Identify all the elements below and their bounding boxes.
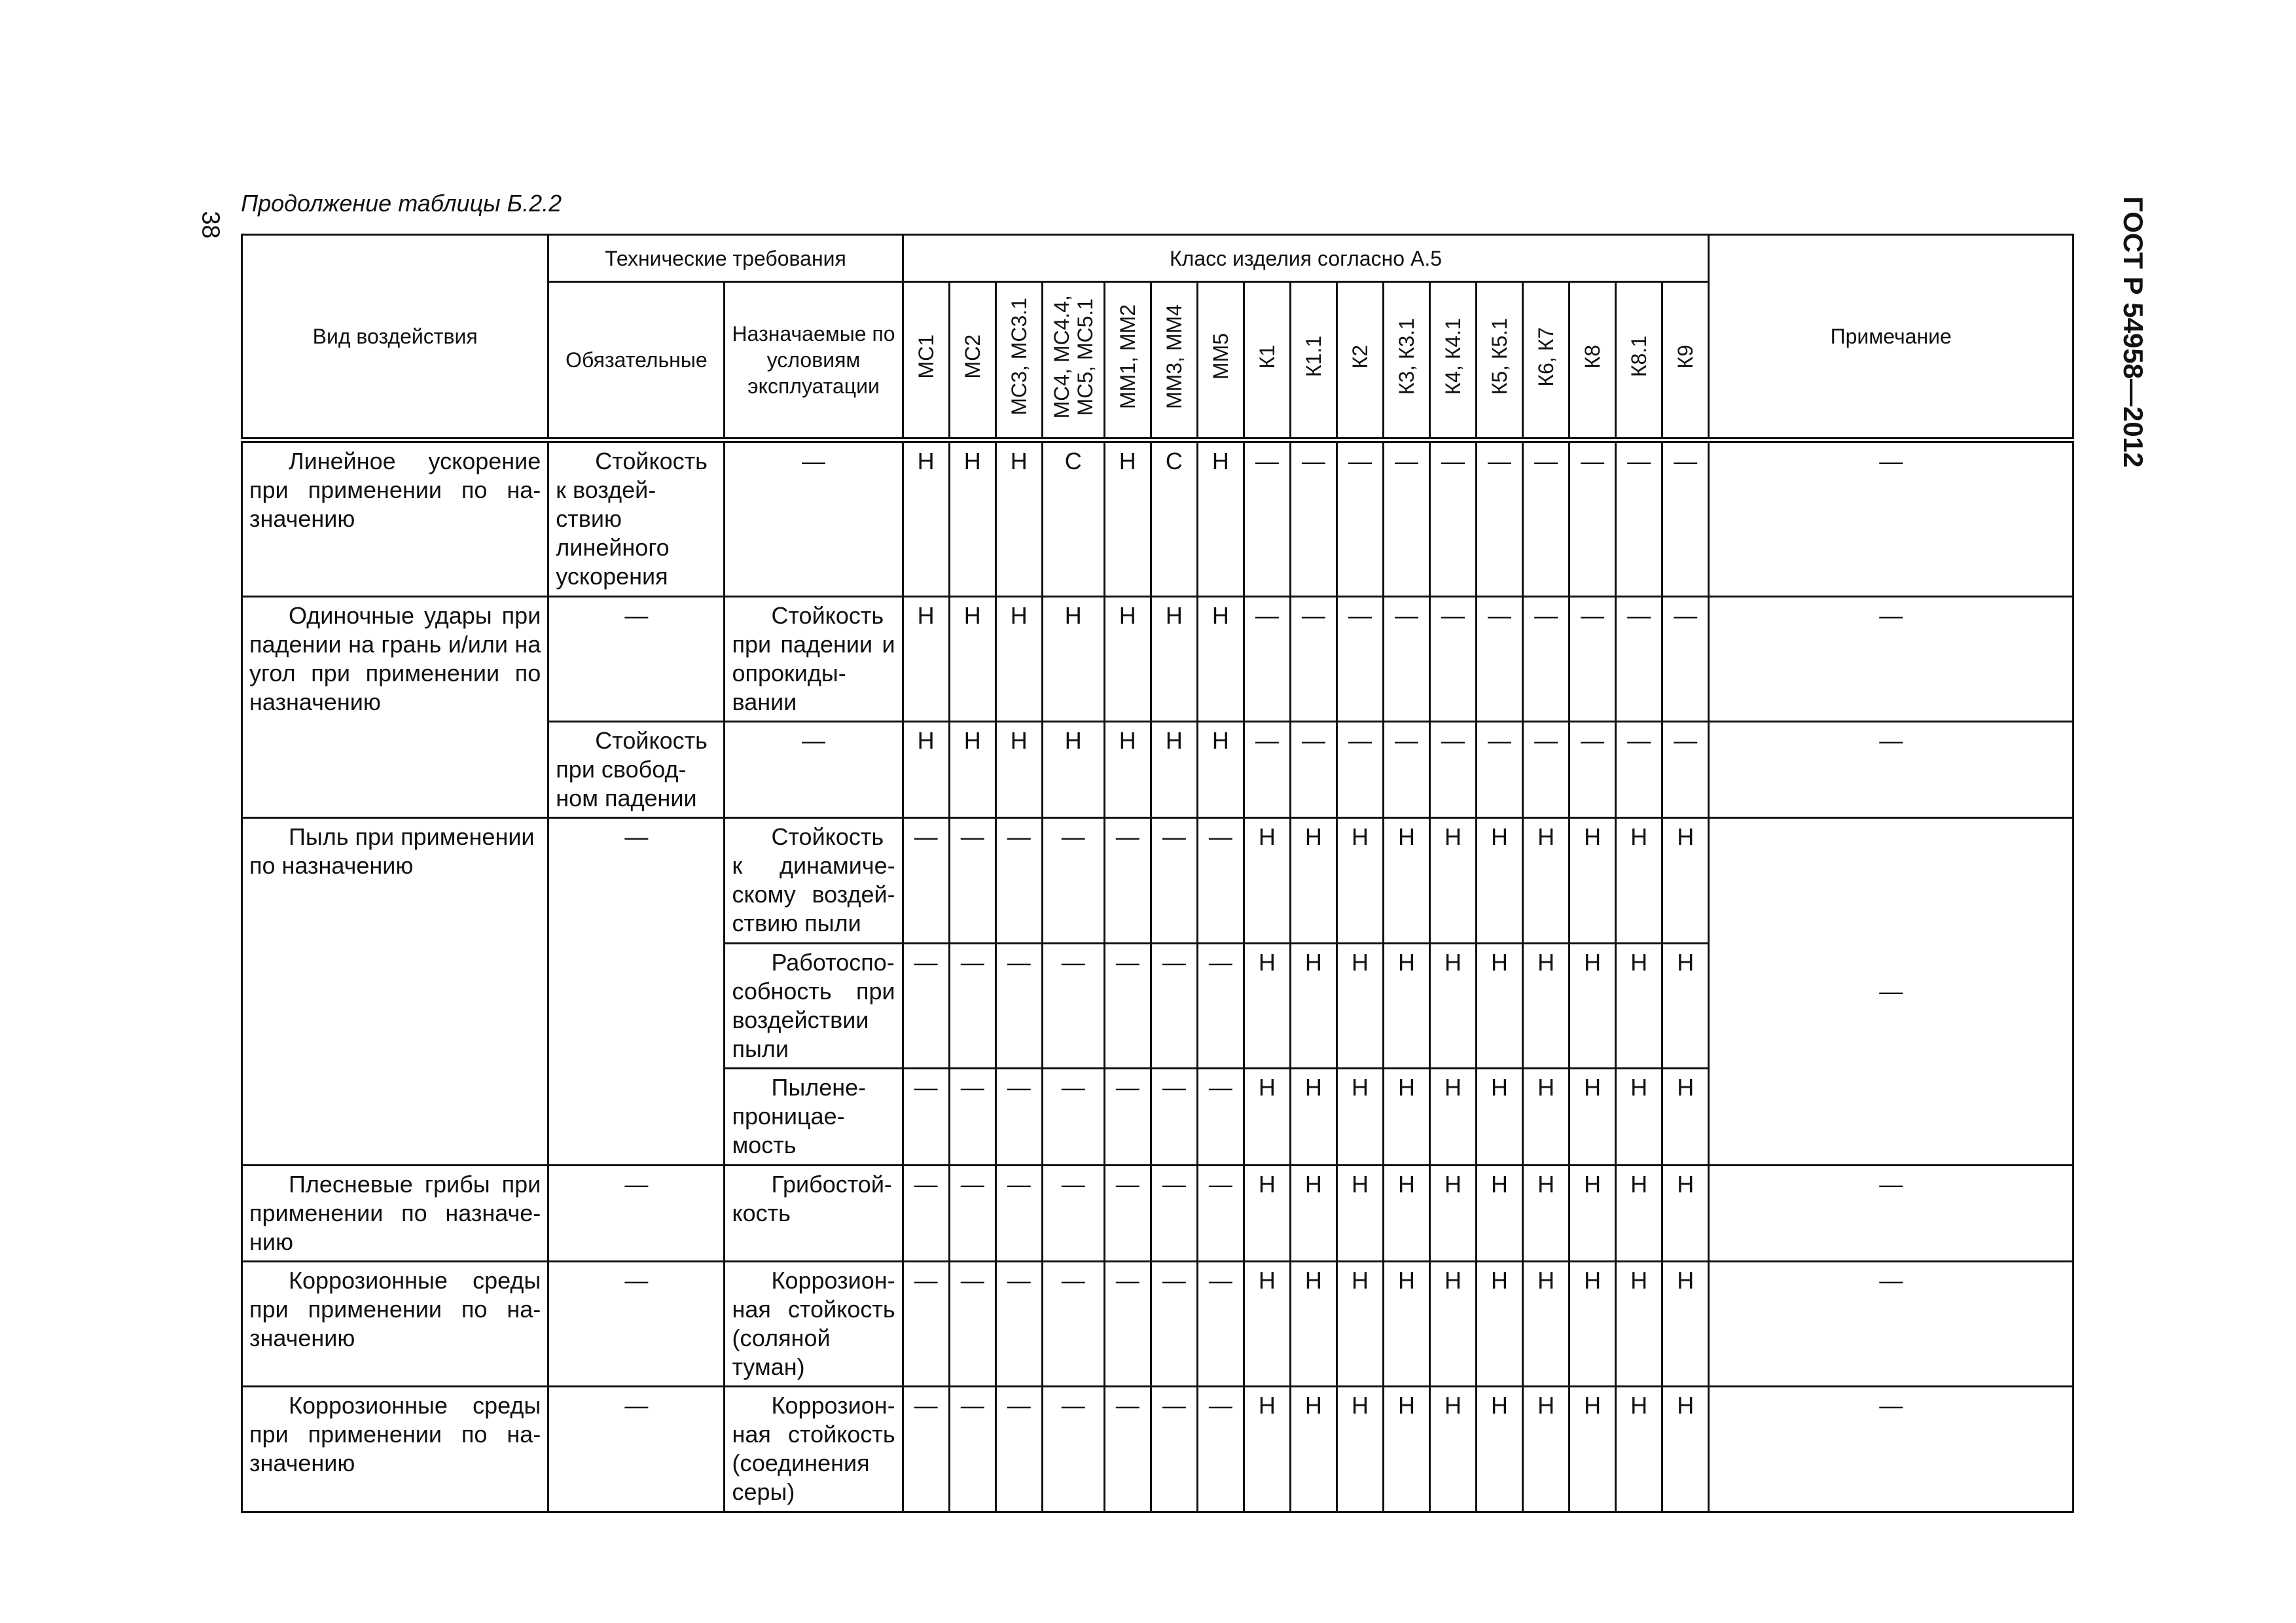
class-value-cell: — bbox=[1290, 596, 1336, 721]
class-value-cell: Н bbox=[1383, 943, 1429, 1068]
class-value-cell: — bbox=[1042, 943, 1104, 1068]
impact-cell: Плесневые грибы при применении по назначе-нию bbox=[242, 1165, 548, 1261]
class-value-cell: Н bbox=[1244, 818, 1290, 943]
note-cell: — bbox=[1709, 1165, 2073, 1261]
requirements-table bbox=[241, 234, 2074, 1513]
header-class bbox=[1151, 282, 1197, 440]
class-value-cell: Н bbox=[1383, 1262, 1429, 1387]
class-value-cell: — bbox=[996, 818, 1042, 943]
class-value-cell: — bbox=[996, 1165, 1042, 1261]
header-class bbox=[1197, 282, 1244, 440]
class-value-cell: С bbox=[1042, 440, 1104, 597]
assigned-cell: Пылене-проницае-мость bbox=[725, 1069, 903, 1165]
header-class bbox=[1290, 282, 1336, 440]
header-tech-requirements: Технические требования bbox=[548, 235, 903, 282]
class-value-cell: — bbox=[1383, 722, 1429, 818]
class-value-cell: — bbox=[1104, 818, 1151, 943]
class-value-cell: Н bbox=[1477, 1165, 1523, 1261]
class-value-cell: Н bbox=[1430, 1069, 1477, 1165]
header-class-label: К3, К3.1 bbox=[1394, 318, 1418, 395]
class-value-cell: — bbox=[1042, 1262, 1104, 1387]
class-value-cell: — bbox=[1104, 1262, 1151, 1387]
header-class-label: МС3, МС3.1 bbox=[1007, 298, 1031, 416]
class-value-cell: Н bbox=[1430, 943, 1477, 1068]
class-value-cell: — bbox=[1430, 722, 1477, 818]
class-value-cell: Н bbox=[1616, 1262, 1662, 1387]
class-value-cell: Н bbox=[949, 722, 996, 818]
header-class-label: К2 bbox=[1348, 344, 1372, 369]
class-value-cell: Н bbox=[1616, 1387, 1662, 1512]
header-class bbox=[1616, 282, 1662, 440]
assigned-cell: Стойкость к динамиче-скому воздей-ствию пыли bbox=[725, 818, 903, 943]
class-value-cell: — bbox=[1104, 1165, 1151, 1261]
class-value-cell: — bbox=[903, 1262, 949, 1387]
class-value-cell: — bbox=[1523, 596, 1570, 721]
header-class bbox=[1042, 282, 1104, 440]
header-class-label: ММ3, ММ4 bbox=[1162, 304, 1186, 409]
impact-cell: Линейное ускорение при применении по на-значению bbox=[242, 440, 548, 597]
class-value-cell: — bbox=[1523, 722, 1570, 818]
class-value-cell: — bbox=[1662, 596, 1709, 721]
class-value-cell: — bbox=[1151, 818, 1197, 943]
class-value-cell: Н bbox=[1662, 818, 1709, 943]
header-mandatory: Обязательные bbox=[548, 282, 725, 440]
class-value-cell: — bbox=[1290, 722, 1336, 818]
class-value-cell: — bbox=[1336, 596, 1383, 721]
table-row bbox=[242, 1387, 2073, 1512]
class-value-cell: — bbox=[1336, 722, 1383, 818]
class-value-cell: Н bbox=[1523, 1069, 1570, 1165]
class-value-cell: — bbox=[1570, 722, 1616, 818]
class-value-cell: Н bbox=[1244, 943, 1290, 1068]
class-value-cell: — bbox=[1383, 596, 1429, 721]
header-class bbox=[1523, 282, 1570, 440]
class-value-cell: Н bbox=[1477, 1387, 1523, 1512]
header-note: Примечание bbox=[1709, 235, 2073, 440]
class-value-cell: — bbox=[903, 943, 949, 1068]
class-value-cell: — bbox=[949, 943, 996, 1068]
class-value-cell: — bbox=[1477, 440, 1523, 597]
class-value-cell: Н bbox=[903, 596, 949, 721]
header-impact: Вид воздействия bbox=[242, 235, 548, 440]
class-value-cell: Н bbox=[1244, 1262, 1290, 1387]
class-value-cell: Н bbox=[1383, 1069, 1429, 1165]
class-value-cell: — bbox=[1151, 1069, 1197, 1165]
class-value-cell: — bbox=[1290, 440, 1336, 597]
table-row bbox=[242, 1165, 2073, 1261]
impact-cell: Коррозионные среды при применении по на-значению bbox=[242, 1262, 548, 1387]
class-value-cell: — bbox=[1151, 1262, 1197, 1387]
note-cell: — bbox=[1709, 440, 2073, 597]
class-value-cell: — bbox=[1197, 1165, 1244, 1261]
class-value-cell: Н bbox=[1662, 1165, 1709, 1261]
class-value-cell: — bbox=[1151, 943, 1197, 1068]
class-value-cell: Н bbox=[1244, 1387, 1290, 1512]
class-value-cell: Н bbox=[903, 440, 949, 597]
note-cell: — bbox=[1709, 596, 2073, 721]
header-class-label: ММ5 bbox=[1208, 333, 1232, 380]
impact-cell: Коррозионные среды при применении по на-значению bbox=[242, 1387, 548, 1512]
class-value-cell: Н bbox=[1336, 1387, 1383, 1512]
assigned-cell: — bbox=[725, 722, 903, 818]
class-value-cell: Н bbox=[1430, 1387, 1477, 1512]
class-value-cell: — bbox=[949, 1262, 996, 1387]
class-value-cell: — bbox=[1042, 1069, 1104, 1165]
header-class bbox=[1662, 282, 1709, 440]
class-value-cell: Н bbox=[1523, 1387, 1570, 1512]
class-value-cell: — bbox=[949, 1069, 996, 1165]
class-value-cell: Н bbox=[1383, 1387, 1429, 1512]
table-row bbox=[242, 1262, 2073, 1387]
header-class-label: К5, К5.1 bbox=[1488, 318, 1512, 395]
class-value-cell: Н bbox=[1244, 1069, 1290, 1165]
class-value-cell: Н bbox=[1570, 1069, 1616, 1165]
class-value-cell: — bbox=[949, 1165, 996, 1261]
class-value-cell: Н bbox=[1616, 818, 1662, 943]
class-value-cell: — bbox=[1662, 722, 1709, 818]
class-value-cell: Н bbox=[996, 596, 1042, 721]
class-value-cell: Н bbox=[1477, 1262, 1523, 1387]
class-value-cell: Н bbox=[949, 440, 996, 597]
class-value-cell: Н bbox=[1151, 596, 1197, 721]
class-value-cell: — bbox=[1430, 440, 1477, 597]
class-value-cell: — bbox=[903, 818, 949, 943]
class-value-cell: — bbox=[1104, 943, 1151, 1068]
class-value-cell: Н bbox=[1616, 943, 1662, 1068]
class-value-cell: Н bbox=[1336, 943, 1383, 1068]
mandatory-cell: — bbox=[548, 1165, 725, 1261]
table-row bbox=[242, 596, 2073, 721]
class-value-cell: — bbox=[1244, 596, 1290, 721]
header-product-class: Класс изделия согласно А.5 bbox=[903, 235, 1709, 282]
note-cell: — bbox=[1709, 1387, 2073, 1512]
header-class-label: К4, К4.1 bbox=[1441, 318, 1465, 395]
class-value-cell: Н bbox=[1290, 1262, 1336, 1387]
class-value-cell: Н bbox=[949, 596, 996, 721]
header-class bbox=[1383, 282, 1429, 440]
class-value-cell: Н bbox=[1383, 1165, 1429, 1261]
class-value-cell: — bbox=[1383, 440, 1429, 597]
header-class bbox=[903, 282, 949, 440]
note-cell: — bbox=[1709, 722, 2073, 818]
class-value-cell: Н bbox=[1523, 818, 1570, 943]
header-class-label: К9 bbox=[1674, 344, 1698, 369]
header-class-label: МС1 bbox=[914, 334, 938, 379]
class-value-cell: Н bbox=[1523, 943, 1570, 1068]
document-id: ГОСТ Р 54958—2012 bbox=[2118, 196, 2149, 468]
class-value-cell: Н bbox=[1336, 1069, 1383, 1165]
class-value-cell: — bbox=[1151, 1387, 1197, 1512]
class-value-cell: — bbox=[903, 1069, 949, 1165]
class-value-cell: Н bbox=[1151, 722, 1197, 818]
class-value-cell: — bbox=[949, 1387, 996, 1512]
class-value-cell: Н bbox=[1244, 1165, 1290, 1261]
class-value-cell: Н bbox=[1570, 1387, 1616, 1512]
header-class bbox=[1244, 282, 1290, 440]
class-value-cell: — bbox=[996, 1387, 1042, 1512]
page-number: 38 bbox=[196, 211, 224, 239]
class-value-cell: Н bbox=[1290, 1069, 1336, 1165]
assigned-cell: — bbox=[725, 440, 903, 597]
class-value-cell: — bbox=[1197, 1387, 1244, 1512]
class-value-cell: Н bbox=[1430, 818, 1477, 943]
class-value-cell: — bbox=[1570, 440, 1616, 597]
class-value-cell: — bbox=[1570, 596, 1616, 721]
assigned-cell: Стойкость при падении и опрокиды-вании bbox=[725, 596, 903, 721]
class-value-cell: — bbox=[903, 1165, 949, 1261]
class-value-cell: Н bbox=[1383, 818, 1429, 943]
class-value-cell: — bbox=[1042, 1387, 1104, 1512]
header-class bbox=[1336, 282, 1383, 440]
class-value-cell: Н bbox=[1477, 1069, 1523, 1165]
class-value-cell: — bbox=[1042, 818, 1104, 943]
assigned-cell: Коррозион-ная стойкость (соляной туман) bbox=[725, 1262, 903, 1387]
class-value-cell: — bbox=[1104, 1069, 1151, 1165]
class-value-cell: Н bbox=[1430, 1262, 1477, 1387]
class-value-cell: — bbox=[1616, 722, 1662, 818]
header-class-label: К1 bbox=[1255, 344, 1279, 369]
table-caption: Продолжение таблицы Б.2.2 bbox=[241, 190, 562, 217]
table-row bbox=[242, 818, 2073, 943]
class-value-cell: — bbox=[1616, 440, 1662, 597]
class-value-cell: Н bbox=[1662, 1387, 1709, 1512]
header-class bbox=[1570, 282, 1616, 440]
class-value-cell: Н bbox=[996, 440, 1042, 597]
assigned-cell: Грибостой-кость bbox=[725, 1165, 903, 1261]
class-value-cell: — bbox=[1104, 1387, 1151, 1512]
header-class-label: ММ1, ММ2 bbox=[1115, 304, 1139, 409]
class-value-cell: — bbox=[1616, 596, 1662, 721]
note-cell: — bbox=[1709, 1262, 2073, 1387]
header-assigned: Назначаемые по условиям эксплуатации bbox=[725, 282, 903, 440]
class-value-cell: Н bbox=[1042, 596, 1104, 721]
mandatory-cell: — bbox=[548, 1262, 725, 1387]
impact-cell: Пыль при применении по назначению bbox=[242, 818, 548, 1165]
class-value-cell: Н bbox=[1197, 722, 1244, 818]
class-value-cell: Н bbox=[1197, 596, 1244, 721]
class-value-cell: Н bbox=[1290, 818, 1336, 943]
class-value-cell: — bbox=[1662, 440, 1709, 597]
class-value-cell: Н bbox=[996, 722, 1042, 818]
class-value-cell: — bbox=[1042, 1165, 1104, 1261]
class-value-cell: Н bbox=[1336, 1262, 1383, 1387]
assigned-cell: Работоспо-собность при воздействии пыли bbox=[725, 943, 903, 1068]
class-value-cell: Н bbox=[1042, 722, 1104, 818]
class-value-cell: Н bbox=[1662, 943, 1709, 1068]
table-row bbox=[242, 440, 2073, 597]
class-value-cell: Н bbox=[1336, 818, 1383, 943]
mandatory-cell: Стойкость к воздей-ствию линейного ускорения bbox=[548, 440, 725, 597]
header-class bbox=[1104, 282, 1151, 440]
header-class-label: К6, К7 bbox=[1534, 327, 1558, 387]
class-value-cell: Н bbox=[1662, 1262, 1709, 1387]
class-value-cell: Н bbox=[903, 722, 949, 818]
class-value-cell: — bbox=[903, 1387, 949, 1512]
header-class bbox=[1477, 282, 1523, 440]
note-cell: — bbox=[1709, 818, 2073, 1165]
class-value-cell: Н bbox=[1523, 1165, 1570, 1261]
class-value-cell: Н bbox=[1430, 1165, 1477, 1261]
header-class-label: К8 bbox=[1581, 344, 1605, 369]
class-value-cell: — bbox=[996, 943, 1042, 1068]
class-value-cell: Н bbox=[1197, 440, 1244, 597]
class-value-cell: Н bbox=[1290, 943, 1336, 1068]
class-value-cell: С bbox=[1151, 440, 1197, 597]
class-value-cell: — bbox=[1197, 818, 1244, 943]
class-value-cell: — bbox=[1197, 943, 1244, 1068]
class-value-cell: Н bbox=[1336, 1165, 1383, 1261]
assigned-cell: Коррозион-ная стойкость (соединения серы) bbox=[725, 1387, 903, 1512]
header-class-label: МС4, МС4.4, МС5, МС5.1 bbox=[1049, 294, 1097, 419]
class-value-cell: Н bbox=[1570, 943, 1616, 1068]
header-class bbox=[949, 282, 996, 440]
class-value-cell: — bbox=[1336, 440, 1383, 597]
mandatory-cell: Стойкость при свобод-ном падении bbox=[548, 722, 725, 818]
class-value-cell: — bbox=[1244, 722, 1290, 818]
header-class-label: К1.1 bbox=[1301, 336, 1325, 378]
class-value-cell: — bbox=[996, 1262, 1042, 1387]
header-class bbox=[996, 282, 1042, 440]
class-value-cell: Н bbox=[1477, 943, 1523, 1068]
class-value-cell: — bbox=[1244, 440, 1290, 597]
class-value-cell: — bbox=[1151, 1165, 1197, 1261]
class-value-cell: Н bbox=[1477, 818, 1523, 943]
class-value-cell: — bbox=[1477, 722, 1523, 818]
header-class-label: МС2 bbox=[960, 334, 984, 379]
class-value-cell: — bbox=[1197, 1069, 1244, 1165]
class-value-cell: — bbox=[1477, 596, 1523, 721]
class-value-cell: Н bbox=[1616, 1069, 1662, 1165]
class-value-cell: — bbox=[1197, 1262, 1244, 1387]
mandatory-cell: — bbox=[548, 596, 725, 721]
class-value-cell: — bbox=[949, 818, 996, 943]
class-value-cell: Н bbox=[1104, 722, 1151, 818]
class-value-cell: Н bbox=[1662, 1069, 1709, 1165]
header-class bbox=[1430, 282, 1477, 440]
header-class-label: К8.1 bbox=[1627, 336, 1651, 378]
class-value-cell: Н bbox=[1104, 596, 1151, 721]
class-value-cell: Н bbox=[1570, 1262, 1616, 1387]
class-value-cell: Н bbox=[1570, 1165, 1616, 1261]
class-value-cell: — bbox=[1430, 596, 1477, 721]
impact-cell: Одиночные удары при падении на грань и/или на угол при применении по назначению bbox=[242, 596, 548, 818]
class-value-cell: Н bbox=[1104, 440, 1151, 597]
mandatory-cell: — bbox=[548, 818, 725, 1165]
mandatory-cell: — bbox=[548, 1387, 725, 1512]
class-value-cell: Н bbox=[1523, 1262, 1570, 1387]
class-value-cell: Н bbox=[1290, 1165, 1336, 1261]
class-value-cell: Н bbox=[1290, 1387, 1336, 1512]
class-value-cell: — bbox=[996, 1069, 1042, 1165]
class-value-cell: Н bbox=[1616, 1165, 1662, 1261]
class-value-cell: Н bbox=[1570, 818, 1616, 943]
class-value-cell: — bbox=[1523, 440, 1570, 597]
